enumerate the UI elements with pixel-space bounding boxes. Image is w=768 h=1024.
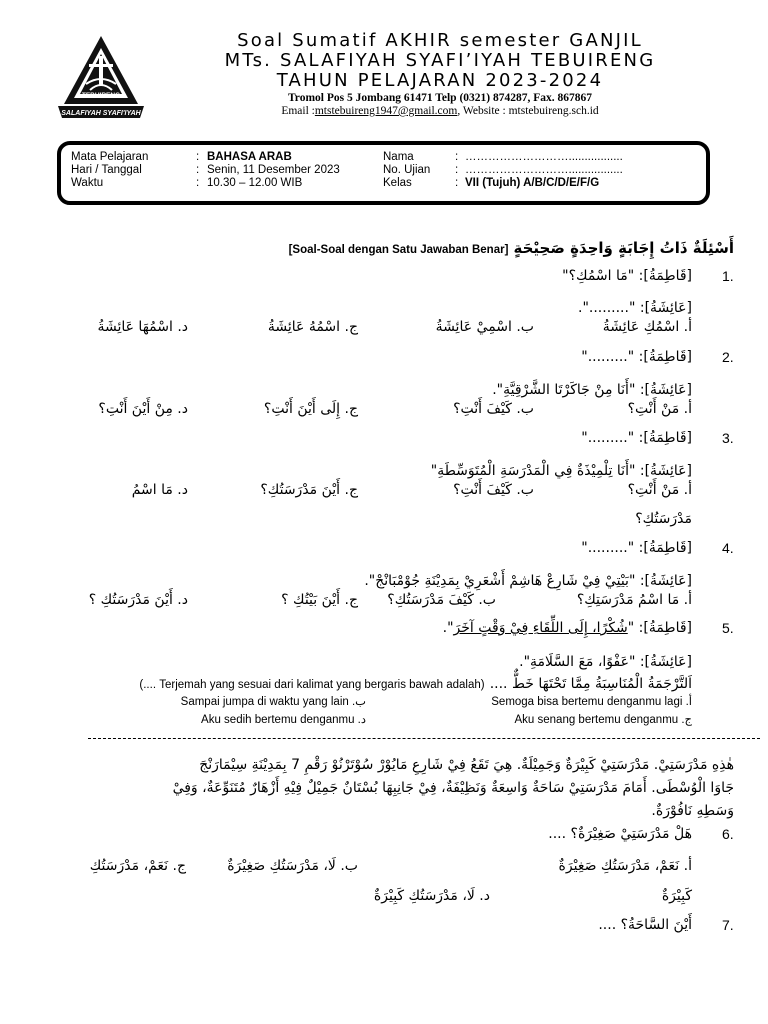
q3-option-a[interactable]: أ. مَنْ أَنْتِ؟ — [627, 482, 692, 498]
colon: : — [196, 177, 200, 189]
question-5-line-1 — [443, 620, 692, 636]
time-value: 10.30 – 12.00 WIB — [207, 177, 303, 189]
q1-option-a[interactable]: أ. اسْمُكِ عَائِشَةُ — [602, 319, 692, 335]
q1-option-d[interactable]: د. اسْمُهَا عَائِشَةُ — [97, 319, 188, 335]
question-number: 7. — [722, 917, 734, 933]
question-1-line-2: [عَائِشَةُ]: ".........". — [578, 300, 692, 316]
question-4-line-2: [عَائِشَةُ]: "بَيْتِيْ فِيْ شَارِعْ هَاشِمْ أَشْعَرِيْ بِمَدِيْنَةِ جُوْمْبَانْجْ". — [364, 573, 692, 589]
reading-line-3: وَسَطِهِ نَافُوْرَةٌ. — [651, 803, 734, 819]
q5-option-c[interactable]: ج. Aku senang bertemu denganmu — [514, 714, 692, 726]
reading-line-2: جَاوَا الْوُسْطَى. أَمَامَ مَدْرَسَتِيْ سَاحَةٌ وَاسِعَةٌ وَنَظِيْفَةٌ، فِيْ جَانِبِهَا بُسْتَانٌ جَمِيْلٌ فِيْهِ أَزْهَارٌ مُتَنَوِّعَةٌ، وَفِيْ — [172, 780, 734, 796]
q1-option-b[interactable]: ب. اسْمِيْ عَائِشَةُ — [435, 319, 534, 335]
question-number: 6. — [722, 826, 734, 842]
q6-option-c-continued: كَبِيْرَةٌ — [661, 888, 692, 904]
q5-option-a[interactable]: أ. Semoga bisa bertemu denganmu lagi — [491, 696, 692, 708]
q2-option-d[interactable]: د. مِنْ أَيْنَ أَنْتِ؟ — [98, 401, 188, 417]
q2-option-a[interactable]: أ. مَنْ أَنْتِ؟ — [627, 401, 692, 417]
q5-option-b[interactable]: ب. Sampai jumpa di waktu yang lain — [180, 696, 366, 708]
name-label: Nama — [383, 151, 414, 163]
question-2-line-2: [عَائِشَةُ]: "أَنَا مِنْ جَاكَرْتَا الشَّرْقِيَّةِ". — [492, 382, 692, 398]
exam-number-label: No. Ujian — [383, 164, 431, 176]
colon: : — [455, 151, 459, 163]
colon: : — [196, 151, 200, 163]
question-1-line-1: [قَاطِمَةُ]: "مَا اسْمُكِ؟" — [562, 268, 692, 284]
subject-value: BAHASA ARAB — [207, 151, 292, 163]
question-number: 1. — [722, 268, 734, 284]
reading-line-1: هٰذِهِ مَدْرَسَتِيْ. مَدْرَسَتِيْ كَبِيْرَةٌ وَجَمِيْلَةٌ. هِيَ تَقَعُ فِيْ شَارِعِ مَايُوْرْ سُوْتَرْنُوْ رَقْمِ 7 بِمَدِيْنَةِ سِيْمَارَنْجَ — [199, 757, 734, 773]
question-number: 3. — [722, 430, 734, 446]
section-title-arabic: أَسْئِلَةٌ ذَاتُ إِجَابَةٍ وَاحِدَةٍ صَحِيْحَةٍ — [513, 239, 734, 257]
colon: : — [196, 164, 200, 176]
q6-option-d[interactable]: د. لَا، مَدْرَسَتُكِ كَبِيْرَةٌ — [373, 888, 490, 904]
q3-option-c[interactable]: ج. أَيْنَ مَدْرَسَتُكِ؟ — [260, 482, 358, 498]
email-link[interactable]: mtstebuireng1947@gmail.com — [314, 105, 458, 117]
q5-instruction-latin: (Terjemah yang sesuai dari kalimat yang bergaris bawah adalah ....) — [139, 679, 485, 691]
section-title-latin: [Soal-Soal dengan Satu Jawaban Benar] — [288, 244, 509, 256]
question-3-line-2: [عَائِشَةُ]: "أَنَا تِلْمِيْذَةٌ فِي الْمَدْرَسَةِ الْمُتَوَسِّطَةِ" — [430, 463, 692, 479]
question-2-line-1: [قَاطِمَةُ]: "........." — [581, 349, 692, 365]
time-label: Waktu — [71, 177, 104, 189]
email-label: Email : — [281, 105, 315, 117]
class-label: Kelas — [383, 177, 412, 189]
section-title — [289, 238, 734, 257]
question-number: 5. — [722, 620, 734, 636]
q4-option-d[interactable]: د. أَيْنَ مَدْرَسَتُكِ ؟ — [88, 592, 188, 608]
q2-option-c[interactable]: ج. إِلَى أَيْنَ أَنْتِ؟ — [263, 401, 358, 417]
question-6-text: هَلْ مَدْرَسَتِيْ صَغِيْرَةٌ؟ .... — [548, 826, 692, 842]
date-label: Hari / Tanggal — [71, 164, 142, 176]
q3-option-d-continued: مَدْرَسَتُكِ؟ — [635, 511, 692, 527]
q6-option-b[interactable]: ب. لَا، مَدْرَسَتُكِ صَغِيْرَةٌ — [227, 858, 358, 874]
header-contact — [150, 105, 730, 117]
class-value: VII (Tujuh) A/B/C/D/E/F/G — [465, 177, 600, 189]
question-7-text: أَيْنَ السَّاحَةُ؟ .... — [598, 917, 692, 933]
q5-underlined-phrase: شُكْرًا، إِلَى اللِّقَاءِ فِيْ وَقْتٍ آخَرَ — [453, 620, 628, 636]
q4-option-c[interactable]: ج. أَيْنَ بَيْتُكِ ؟ — [281, 592, 358, 608]
question-4-line-1: [قَاطِمَةُ]: "........." — [581, 540, 692, 556]
q4-option-b[interactable]: ب. كَيْفَ مَدْرَسَتُكِ؟ — [387, 592, 496, 608]
q5-line-1-end: ". — [442, 620, 454, 636]
school-logo — [56, 34, 146, 120]
date-value: Senin, 11 Desember 2023 — [207, 164, 340, 176]
q5-line-1-start: [قَاطِمَةُ]: " — [627, 620, 692, 636]
question-number: 4. — [722, 540, 734, 556]
logo-ribbon-text: SALAFIYAH SYAFI'IYAH — [61, 110, 141, 117]
q2-option-b[interactable]: ب. كَيْفَ أَنْتِ؟ — [453, 401, 534, 417]
exam-number-field[interactable]: ………………………................. — [465, 164, 623, 176]
q6-option-a[interactable]: أ. نَعَمْ، مَدْرَسَتُكِ صَغِيْرَةٌ — [558, 858, 692, 874]
colon: : — [455, 177, 459, 189]
name-field[interactable]: ………………………................. — [465, 151, 623, 163]
q5-instruction-arabic: اَلتَّرْجَمَةُ الْمُنَاسِبَةُ مِمَّا تَحْتَهَا خَطٌّ .... — [489, 676, 692, 692]
header-address: Tromol Pos 5 Jombang 61471 Telp (0321) 874287, Fax. 867867 — [287, 92, 593, 104]
section-divider — [88, 738, 760, 739]
question-5-line-2: [عَائِشَةُ]: "عَفْوًا، مَعَ السَّلَامَةِ". — [519, 654, 692, 670]
question-5-instruction — [139, 673, 692, 692]
exam-info-box — [57, 141, 710, 205]
q3-option-b[interactable]: ب. كَيْفَ أَنْتِ؟ — [453, 482, 534, 498]
logo-text: TEBUIRENG — [81, 92, 121, 99]
website-text: , Website : mtstebuireng.sch.id — [457, 105, 599, 117]
subject-label: Mata Pelajaran — [71, 151, 149, 163]
q3-option-d[interactable]: د. مَا اسْمُ — [131, 482, 188, 498]
question-3-line-1: [قَاطِمَةُ]: "........." — [581, 430, 692, 446]
q6-option-c[interactable]: ج. نَعَمْ، مَدْرَسَتُكِ — [89, 858, 186, 874]
header-title-line1: Soal Sumatif AKHIR semester GANJIL — [237, 30, 643, 51]
q1-option-c[interactable]: ج. اسْمُهُ عَائِشَةُ — [267, 319, 358, 335]
q5-option-d[interactable]: د. Aku sedih bertemu denganmu — [201, 714, 366, 726]
question-number: 2. — [722, 349, 734, 365]
header-title-line3: TAHUN PELAJARAN 2023-2024 — [276, 70, 604, 91]
header-title-line2: MTs. SALAFIYAH SYAFI’IYAH TEBUIRENG — [224, 50, 656, 71]
colon: : — [455, 164, 459, 176]
q4-option-a[interactable]: أ. مَا اسْمُ مَدْرَسَتِكِ؟ — [576, 592, 692, 608]
